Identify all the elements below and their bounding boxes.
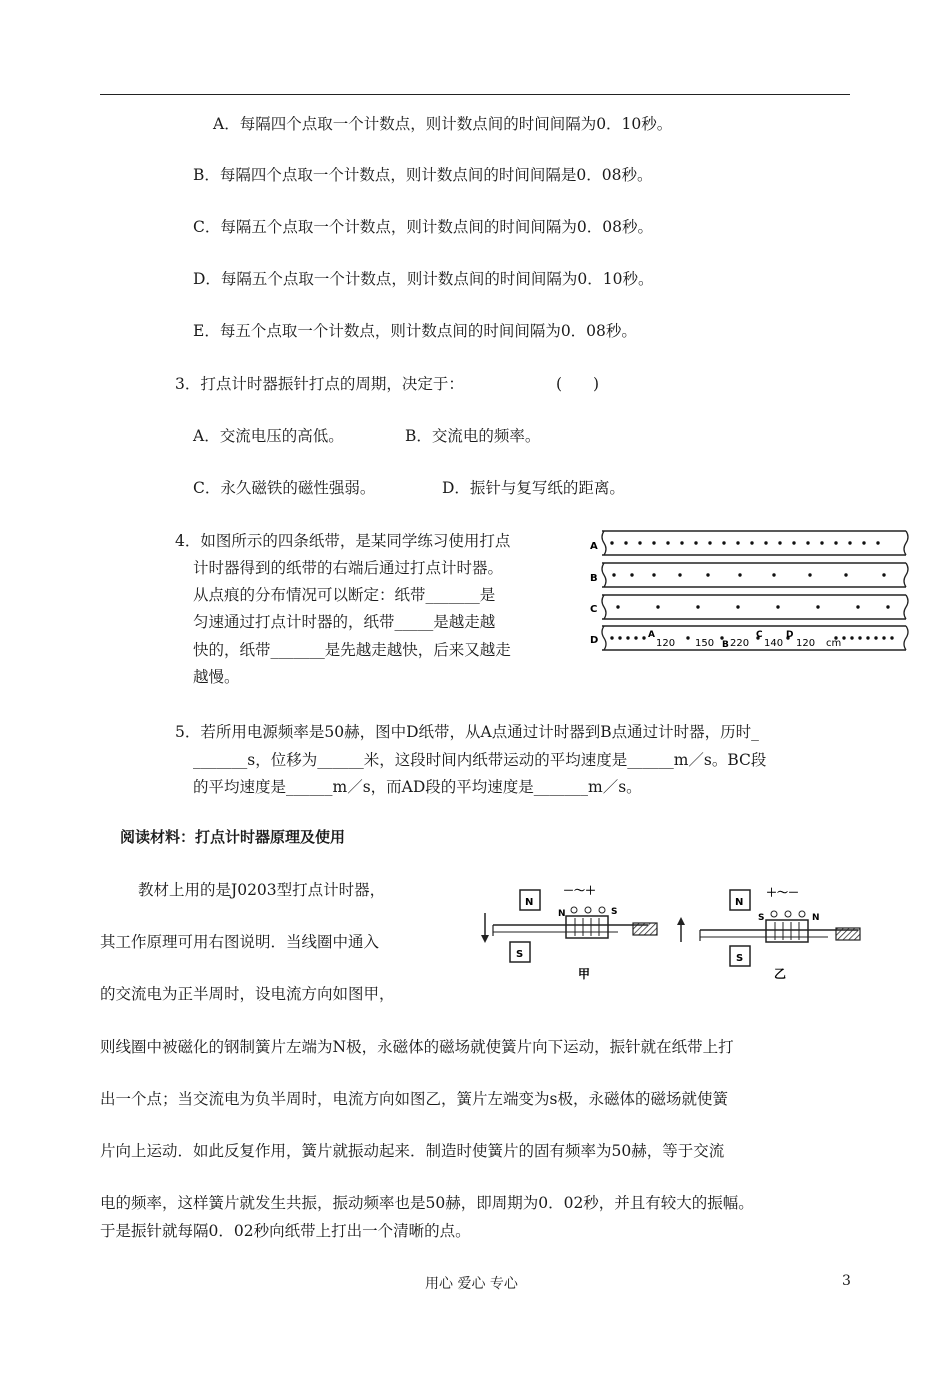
tape-a-dot-2	[624, 541, 627, 544]
reading-line-1: 教材上用的是J0203型打点计时器，	[138, 881, 386, 899]
q4-line-3: 从点痕的分布情况可以断定：纸带_______是	[193, 586, 496, 604]
reading-line-5: 出一个点；当交流电为负半周时，电流方向如图乙，簧片左端变为s极，永磁体的磁场就使簧	[100, 1090, 728, 1108]
tape-a-dot-12	[764, 541, 767, 544]
tape-a-dot-20	[876, 541, 879, 544]
q2-option-e: E．每五个点取一个计数点，则计数点间的时间间隔为0．08秒。	[193, 322, 637, 340]
tape-a-dot-8	[708, 541, 711, 544]
q2-option-d: D．每隔五个点取一个计数点，则计数点间的时间间隔为0．10秒。	[193, 270, 654, 288]
tape-d-unit: cm	[826, 638, 842, 649]
reading-line-7: 电的频率，这样簧片就发生共振，振动频率也是50赫，即周期为0．02秒，并且有较大的振幅。	[100, 1194, 754, 1212]
q4-line-6: 越慢。	[193, 668, 240, 686]
tape-a-dot-6	[680, 541, 683, 544]
tape-d-dist-4: 140	[764, 638, 784, 649]
reading-line-4: 则线圈中被磁化的钢制簧片左端为N极，永磁体的磁场就使簧片向下运动，振针就在纸带上打	[100, 1038, 734, 1056]
left-pole-n: N	[558, 909, 566, 919]
tape-b-dot-2	[630, 573, 633, 576]
q3-option-a: A．交流电压的高低。	[193, 427, 344, 445]
q5-line-1: 5．若所用电源频率是50赫，图中D纸带，从A点通过计时器到B点通过计时器，历时_	[175, 723, 759, 741]
tape-a-left-end	[602, 531, 606, 555]
tape-d-dot-1	[610, 636, 613, 639]
reading-line-8: 于是振针就每隔0．02秒向纸带上打出一个清晰的点。	[100, 1222, 471, 1240]
tape-d-point-d: D	[786, 630, 794, 640]
tape-a-dot-5	[666, 541, 669, 544]
timer-principle-figure	[478, 880, 868, 985]
tape-b-dot-3	[652, 573, 655, 576]
tape-c-dot-5	[776, 605, 779, 608]
q2-option-a: A．每隔四个点取一个计数点，则计数点间的时间间隔为0．10秒。	[213, 115, 673, 133]
tape-d-point-b: B	[722, 640, 729, 650]
tape-a-dot-11	[750, 541, 753, 544]
reading-line-2: 其工作原理可用右图说明．当线圈中通入	[100, 933, 380, 951]
tape-label-a: A	[590, 541, 598, 552]
tape-d-point-a: A	[648, 630, 655, 640]
tape-c-dot-8	[886, 605, 889, 608]
tape-a-dot-14	[792, 541, 795, 544]
tape-b-dot-5	[706, 573, 709, 576]
left-magnet-top-label: N	[525, 897, 534, 908]
tape-a-dot-15	[806, 541, 809, 544]
tape-d-left-end	[602, 626, 606, 650]
tape-a-dot-18	[848, 541, 851, 544]
left-caption: 甲	[578, 967, 591, 981]
tape-a-dot-4	[652, 541, 655, 544]
q4-line-4: 匀速通过打点计时器的，纸带_____是越走越	[193, 613, 496, 631]
reading-line-3: 的交流电为正半周时，设电流方向如图甲，	[100, 985, 395, 1003]
tape-d-point-c: C	[756, 630, 763, 640]
tape-d-dist-2: 150	[695, 638, 715, 649]
tape-d-dot-17	[890, 636, 893, 639]
q4-line-1: 4．如图所示的四条纸带，是某同学练习使用打点	[175, 532, 511, 550]
q5-line-3: 的平均速度是______m／s，而AD段的平均速度是_______m／s。	[193, 778, 642, 796]
tape-label-d: D	[590, 635, 599, 646]
right-caption: 乙	[774, 967, 787, 981]
tape-a-dot-16	[820, 541, 823, 544]
tape-d-dot-3	[626, 636, 629, 639]
right-pole-s: S	[758, 913, 765, 923]
q3-option-d: D．振针与复写纸的距离。	[442, 479, 625, 497]
tape-a-dot-19	[862, 541, 865, 544]
left-pole-s: S	[611, 907, 618, 917]
tape-b-dot-4	[678, 573, 681, 576]
right-pole-n: N	[812, 913, 820, 923]
q5-line-2: _______s，位移为______米，这段时间内纸带运动的平均速度是______m／s。BC段	[193, 751, 767, 769]
tape-b-right-end	[904, 563, 908, 587]
q3-option-b: B．交流电的频率。	[405, 427, 541, 445]
q2-option-b: B．每隔四个点取一个计数点，则计数点间的时间间隔是0．08秒。	[193, 166, 653, 184]
page-number: 3	[842, 1273, 851, 1289]
q4-line-2: 计时器得到的纸带的右端后通过打点计时器。	[193, 559, 504, 577]
tape-a-dot-7	[694, 541, 697, 544]
tape-d-dist-3: 220	[730, 638, 750, 649]
tape-a-dot-1	[610, 541, 613, 544]
tape-d-right-end	[904, 626, 908, 650]
tape-c-dot-4	[736, 605, 739, 608]
tape-b-dot-8	[808, 573, 811, 576]
tape-a-dot-13	[778, 541, 781, 544]
tape-a-dot-10	[736, 541, 739, 544]
tape-d-dot-5	[642, 636, 645, 639]
tape-label-c: C	[590, 604, 598, 615]
tape-c-dot-2	[656, 605, 659, 608]
tape-label-b: B	[590, 573, 598, 584]
reading-title: 阅读材料：打点计时器原理及使用	[120, 828, 346, 846]
timer-diagram-left	[481, 884, 657, 981]
tape-c-right-end	[904, 595, 908, 619]
right-magnet-bottom-label: S	[736, 953, 744, 964]
paper-tape-figure	[588, 525, 913, 657]
tape-d-dot-12	[850, 636, 853, 639]
tape-b-dot-6	[738, 573, 741, 576]
tape-a-dot-17	[834, 541, 837, 544]
q4-line-5: 快的，纸带_______是先越走越快，后来又越走	[193, 641, 511, 659]
right-magnet-top-label: N	[735, 897, 744, 908]
tape-d-dot-4	[634, 636, 637, 639]
tape-d-dot-6	[686, 636, 689, 639]
tape-d-dot-15	[874, 636, 877, 639]
left-magnet-bottom-label: S	[516, 949, 524, 960]
tape-c-dot-7	[856, 605, 859, 608]
tape-d-dist-5: 120	[796, 638, 816, 649]
tape-a-dot-3	[638, 541, 641, 544]
right-current-signs: ＋～－	[766, 886, 799, 899]
tape-b-dot-10	[882, 573, 885, 576]
tape-b-dot-7	[772, 573, 775, 576]
tape-d-dot-16	[882, 636, 885, 639]
tape-d-dot-11	[842, 636, 845, 639]
tape-a-right-end	[904, 531, 908, 555]
tape-a-dot-9	[722, 541, 725, 544]
timer-diagram-right	[677, 886, 860, 981]
tape-d-dot-14	[866, 636, 869, 639]
q2-option-c: C．每隔五个点取一个计数点，则计数点间的时间间隔为0．08秒。	[193, 218, 653, 236]
header-rule	[100, 94, 850, 95]
tape-d-dist-1: 120	[656, 638, 676, 649]
tape-c-dot-6	[816, 605, 819, 608]
q3-stem: 3．打点计时器振针打点的周期，决定于：	[175, 375, 464, 393]
reading-line-6: 片向上运动．如此反复作用，簧片就振动起来．制造时使簧片的固有频率为50赫，等于交流	[100, 1142, 725, 1160]
tape-d-dot-2	[618, 636, 621, 639]
tape-c-dot-1	[616, 605, 619, 608]
tape-c-left-end	[602, 595, 606, 619]
tape-b-dot-9	[844, 573, 847, 576]
q3-answer-paren: ( )	[556, 375, 600, 393]
footer-slogan: 用心 爱心 专心	[425, 1276, 518, 1292]
tape-b-dot-1	[612, 573, 615, 576]
tape-b-left-end	[602, 563, 606, 587]
tape-d-dot-13	[858, 636, 861, 639]
tape-c-dot-3	[696, 605, 699, 608]
left-current-signs: －～＋	[563, 884, 596, 897]
q3-option-c: C．永久磁铁的磁性强弱。	[193, 479, 376, 497]
